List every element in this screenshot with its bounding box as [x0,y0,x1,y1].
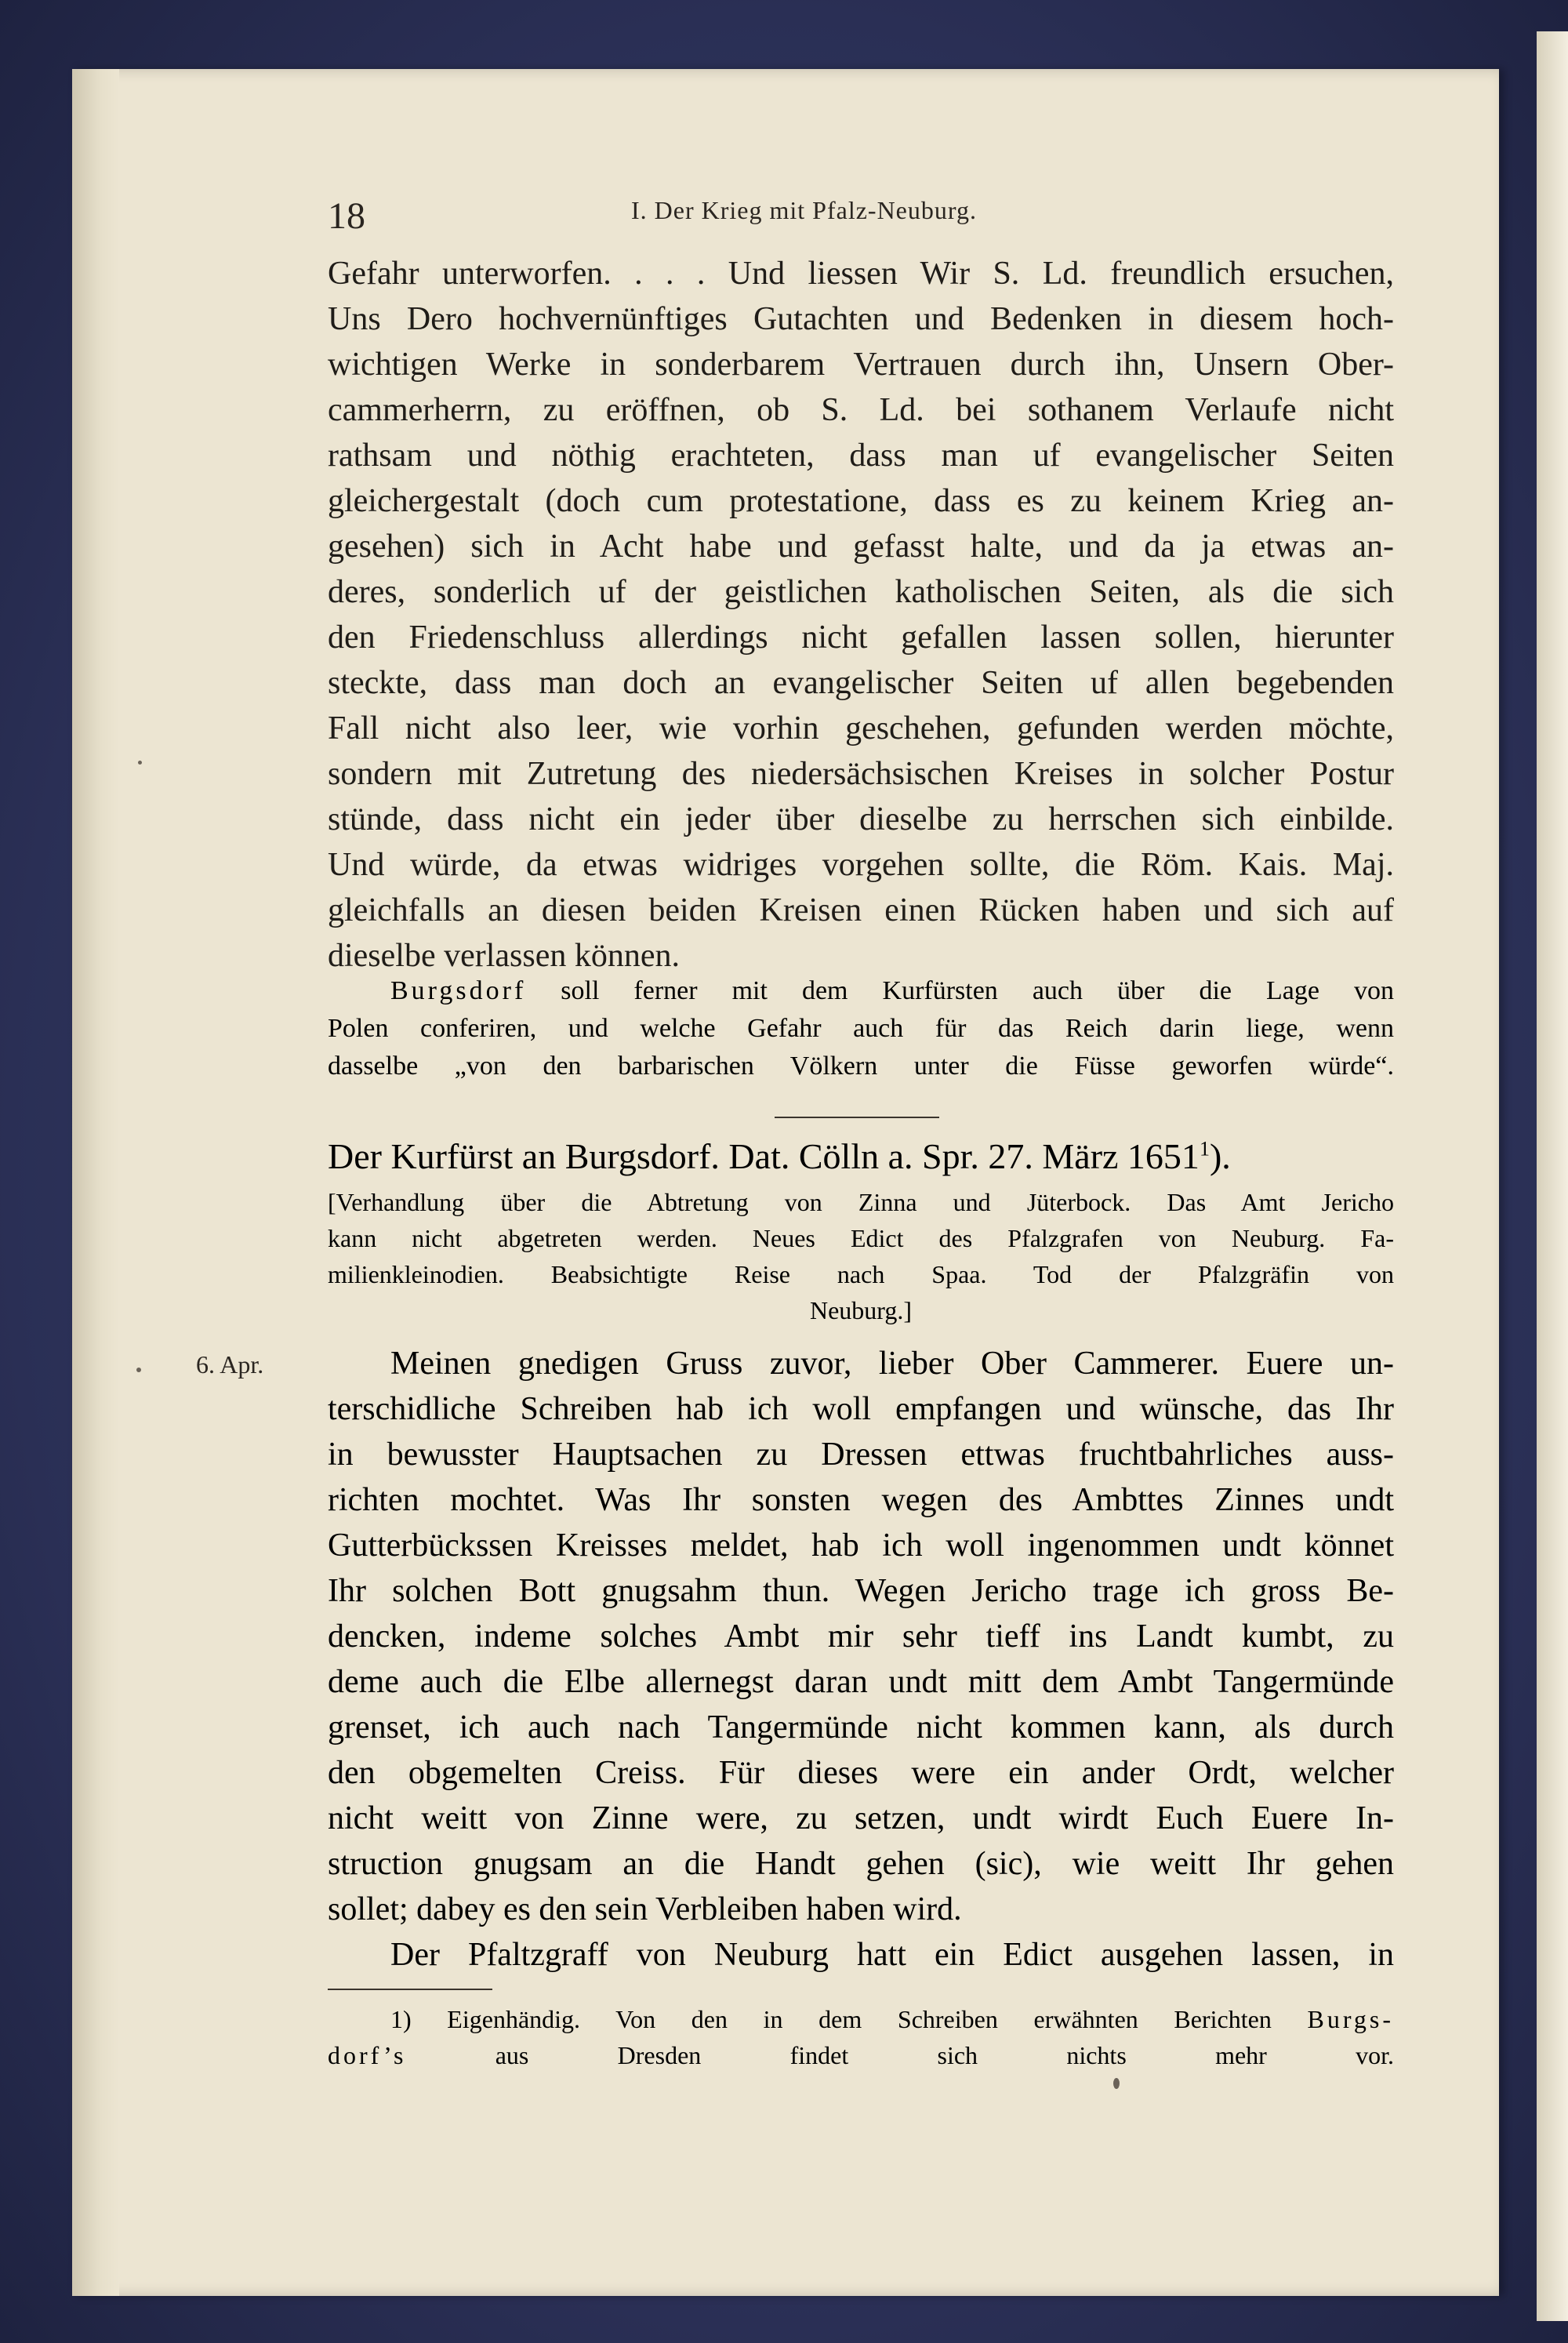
text-line: deres, sonderlich uf der geistlichen katholischen Seiten, als die sich [328,574,1394,610]
page-number: 18 [328,195,365,237]
page-gutter-shadow [72,69,119,2296]
text-span: Eigenhändig. Von den in dem Schreiben erwähnten Berichten [411,2005,1308,2033]
paragraph-2 [328,972,1394,1085]
text-line: cammerherrn, zu eröffnen, ob S. Ld. bei sothanem Verlaufe nicht [328,392,1394,428]
text-line: Fall nicht also leer, wie vorhin geschehen, gefunden werden möchte, [328,710,1394,746]
text-line [328,2037,1394,2073]
footnote [328,2001,1394,2073]
text-line [328,972,1394,1010]
text-line: dencken, indeme solches Ambt mir sehr tieff ins Landt kumbt, zu [328,1618,1394,1655]
text-line: Polen conferiren, und welche Gefahr auch für das Reich darin liege, wenn [328,1014,1394,1043]
running-title: I. Der Krieg mit Pfalz-Neuburg. [631,196,977,224]
paper-speck [1113,2078,1120,2089]
text-line: Meinen gnedigen Gruss zuvor, lieber Ober Cammerer. Euere un- [390,1346,1394,1382]
heading-paren: ). [1209,1136,1231,1176]
person-name: dorf’s [328,2041,407,2069]
next-page-edge [1537,31,1568,2321]
text-line: Der Pfaltzgraff von Neuburg hatt ein Edict ausgehen lassen, in [390,1937,1394,1973]
text-line: milienkleinodien. Beabsichtigte Reise nach Spaa. Tod der Pfalzgräfin von [328,1260,1394,1288]
text-line: gleichergestalt (doch cum protestatione, dass es zu keinem Krieg an- [328,483,1394,519]
text-line: sollet; dabey es den sein Verbleiben haben wird. [328,1891,962,1927]
text-line: sondern mit Zutretung des niedersächsischen Kreises in solcher Postur [328,756,1394,792]
text-line: nicht weitt von Zinne were, zu setzen, undt wirdt Euch Euere In- [328,1800,1394,1836]
text-line: richten mochtet. Was Ihr sonsten wegen des Ambttes Zinnes undt [328,1482,1394,1518]
text-line: Neuburg.] [809,1296,913,1324]
document-heading [328,1135,1394,1177]
document-summary [328,1184,1394,1328]
section-divider [775,1117,939,1118]
text-line: Gefahr unterworfen. . . . Und liessen Wir S. Ld. freundlich ersuchen, [328,256,1394,292]
text-line: gleichfalls an diesen beiden Kreisen einen Rücken haben und sich auf [328,892,1394,928]
text-line: in bewusster Hauptsachen zu Dressen ettwas fruchtbahrliches auss- [328,1437,1394,1473]
person-name: Burgs- [1307,2005,1394,2033]
text-line: gesehen) sich in Acht habe und gefasst halte, und da ja etwas an- [328,529,1394,565]
text-line: Ihr solchen Bott gnugsahm thun. Wegen Jericho trage ich gross Be- [328,1573,1394,1609]
text-line: Uns Dero hochvernünftiges Gutachten und Bedenken in diesem hoch- [328,301,1394,337]
text-line [328,2001,1394,2037]
paper-speck [138,761,142,765]
text-line: [Verhandlung über die Abtretung von Zinna und Jüterbock. Das Amt Jericho [328,1188,1394,1216]
text-line: den Friedenschluss allerdings nicht gefallen lassen sollen, hierunter [328,619,1394,656]
paper-speck [136,1368,141,1372]
text-line: dieselbe verlassen können. [328,938,681,974]
text-line: terschidliche Schreiben hab ich woll empfangen und wünsche, das Ihr [328,1391,1394,1427]
text-line: rathsam und nöthig erachteten, dass man uf evangelischer Seiten [328,438,1394,474]
footnote-ref: 1 [1199,1137,1210,1161]
text-line: grenset, ich auch nach Tangermünde nicht kommen kann, als durch [328,1709,1394,1745]
text-line: stünde, dass nicht ein jeder über dieselbe zu herrschen sich einbilde. [328,801,1394,837]
text-line: kann nicht abgetreten werden. Neues Edict des Pfalzgrafen von Neuburg. Fa- [328,1224,1394,1252]
footnote-marker: 1) [390,2005,412,2033]
text-line: Und würde, da etwas widriges vorgehen sollte, die Röm. Kais. Maj. [328,847,1394,883]
text-line: wichtigen Werke in sonderbarem Vertrauen durch ihn, Unsern Ober- [328,347,1394,383]
text-line: den obgemelten Creiss. Für dieses were ein ander Ordt, welcher [328,1755,1394,1791]
letter-text [328,1341,1394,1978]
text-line: struction gnugsam an die Handt gehen (sic), wie weitt Ihr gehen [328,1846,1394,1882]
text-line: deme auch die Elbe allernegst daran undt mitt dem Ambt Tangermünde [328,1664,1394,1700]
text-line: steckte, dass man doch an evangelischer Seiten uf allen begebenden [328,665,1394,701]
footnote-rule [328,1989,492,1990]
text-span: aus Dresden findet sich nichts mehr vor. [406,2041,1394,2069]
heading-text: Der Kurfürst an Burgsdorf. Dat. Cölln a. Spr. 27. März 1651 [328,1136,1200,1176]
person-name: Burgsdorf [390,976,527,1005]
text-line: Gutterbückssen Kreisses meldet, hab ich woll ingenommen undt könnet [328,1527,1394,1564]
margin-date: 6. Apr. [196,1350,264,1379]
paragraph-1 [328,251,1394,979]
text-line: dasselbe „von den barbarischen Völkern unter die Füsse geworfen würde“. [328,1052,1394,1081]
text-span: soll ferner mit dem Kurfürsten auch über die Lage von [526,976,1394,1005]
